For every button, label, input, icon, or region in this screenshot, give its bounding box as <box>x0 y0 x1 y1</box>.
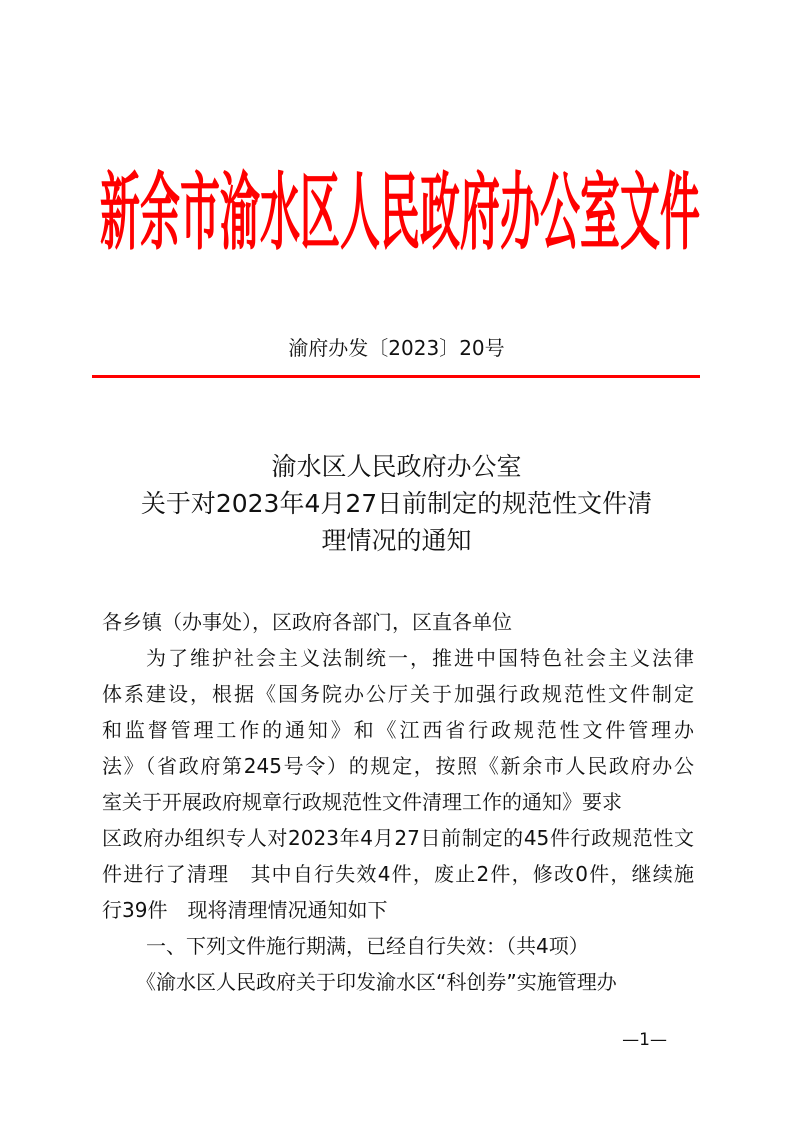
body-line: 行39件 现将清理情况通知如下 <box>102 898 388 922</box>
addressee-line: 各乡镇（办事处），区政府各部门，区直各单位 <box>102 610 512 634</box>
body-line: 体系建设，根据《国务院办公厅关于加强行政规范性文件制定 <box>102 682 694 706</box>
issuer-title-char: 市 <box>180 163 220 263</box>
issuer-title-char: 水 <box>260 163 300 263</box>
red-separator-line <box>92 375 700 378</box>
body-line: 法》（省政府第245号令）的规定，按照《新余市人民政府办公 <box>102 754 694 778</box>
notice-title-line: 理情况的通知 <box>321 526 472 555</box>
issuer-title-char: 文 <box>620 163 660 263</box>
notice-title-line: 渝水区人民政府办公室 <box>271 452 522 481</box>
body-line: 为了维护社会主义法制统一，推进中国特色社会主义法律 <box>146 646 694 670</box>
body-line: 区政府办组织专人对2023年4月27日前制定的45件行政规范性文 <box>102 826 694 850</box>
issuer-title-char: 新 <box>100 163 140 263</box>
issuer-title-char: 件 <box>660 163 700 263</box>
list-item: 《渝水区人民政府关于印发渝水区“科创券”实施管理办 <box>136 970 617 994</box>
issuer-red-header <box>100 163 700 263</box>
document-number: 渝府办发〔2023〕20号 <box>288 336 505 360</box>
issuer-title-char: 室 <box>580 163 620 263</box>
body-line: 和监督管理工作的通知》和《江西省行政规范性文件管理办 <box>102 718 694 742</box>
section-heading: 一、下列文件施行期满，已经自行失效：（共4项） <box>146 934 589 958</box>
issuer-title-char: 民 <box>380 163 420 263</box>
issuer-title-char: 府 <box>460 163 500 263</box>
page-number: —1— <box>622 1030 667 1050</box>
issuer-title-char: 区 <box>300 163 340 263</box>
issuer-title-char: 办 <box>500 163 540 263</box>
document-body <box>102 604 694 1000</box>
issuer-title-char: 政 <box>420 163 460 263</box>
body-line: 室关于开展政府规章行政规范性文件清理工作的通知》要求 <box>102 790 622 814</box>
issuer-title-char: 渝 <box>220 163 260 263</box>
notice-title <box>0 448 793 559</box>
issuer-title-char: 公 <box>540 163 580 263</box>
notice-title-line: 关于对2023年4月27日前制定的规范性文件清 <box>140 489 653 518</box>
issuer-title-char: 余 <box>140 163 180 263</box>
issuer-title-char: 人 <box>340 163 380 263</box>
body-line: 件进行了清理 其中自行失效4件，废止2件，修改0件，继续施 <box>102 862 694 886</box>
